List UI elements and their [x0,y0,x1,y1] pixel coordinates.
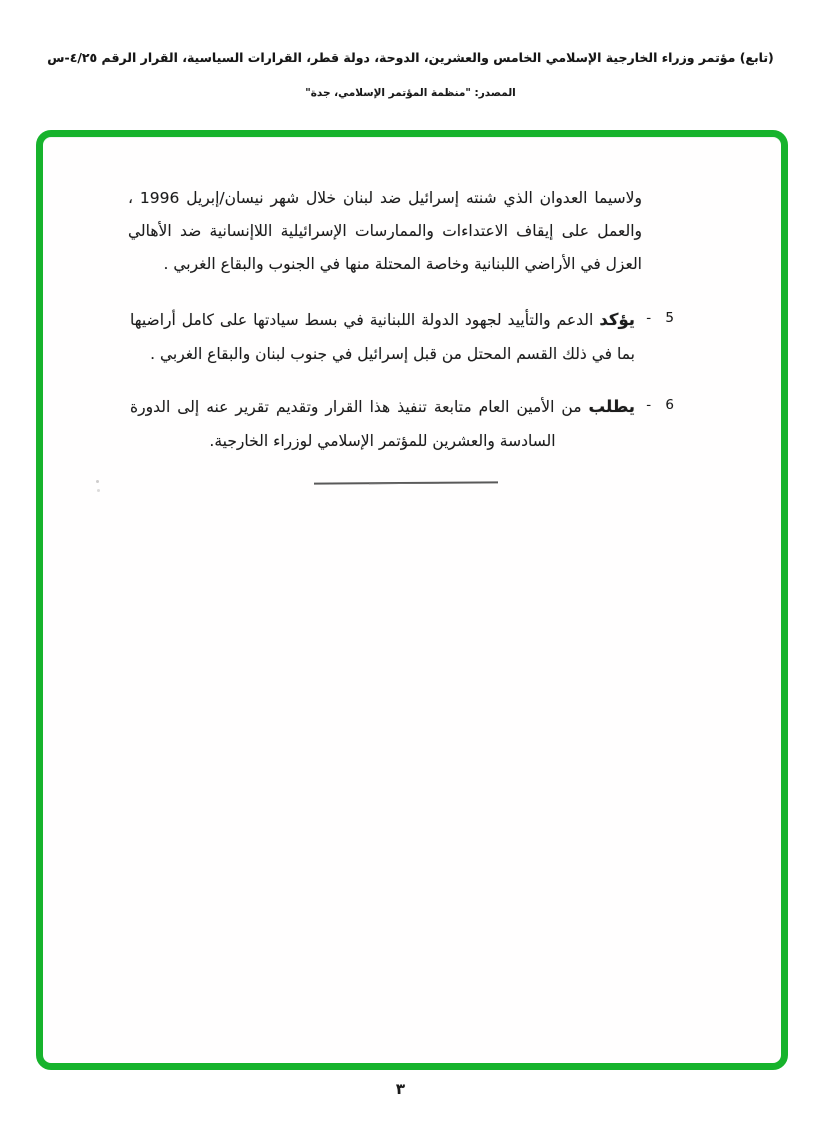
item-5-body: الدعم والتأييد لجهود الدولة اللبنانية في بسط سيادتها على كامل أراضيها بما في ذلك القسم المحتل من قبل إسرائيل في جنوب لبنان والبقاع الغربي . [130,311,635,363]
item-5-keyword: يؤكد [599,310,635,329]
item-6-number: 6 - [646,397,674,413]
item-6-text [130,390,635,458]
item-6-body: من الأمين العام متابعة تنفيذ هذا القرار وتقديم تقرير عنه إلى الدورة السادسة والعشرين للمؤتمر الإسلامي لوزراء الخارجية. [130,398,582,450]
continuation-paragraph: ولاسيما العدوان الذي شنته إسرائيل ضد لبنان خلال شهر نيسان/إبريل 1996 ، والعمل على إيقاف الاعتداءات والممارسات الإسرائيلية اللاإنسانية ضد الأهالي العزل في الأراضي اللبنانية وخاصة المحتلة منها في الجنوب والبقاع الغربي . [128,189,642,273]
item-6-keyword: يطلب [588,397,635,416]
page-number: ٣ [395,1080,406,1098]
header-source: المصدر: "منظمة المؤتمر الإسلامي، جدة" [305,87,516,99]
item-5-text [130,303,635,371]
header-citation: (تابع) مؤتمر وزراء الخارجية الإسلامي الخامس والعشرين، الدوحة، دولة قطر، القرارات السياسية، القرار الرقم ٤/٢٥-س [47,50,774,65]
item-5-number: 5 - [646,310,674,326]
scan-artifact-speck [96,480,99,483]
